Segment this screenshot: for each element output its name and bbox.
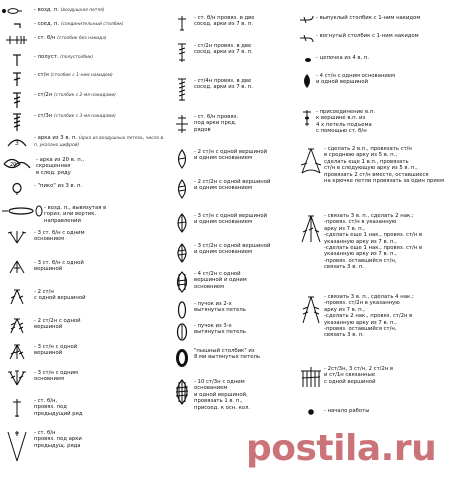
legend-entry bbox=[0, 112, 170, 132]
crossed-arch-symbol bbox=[0, 156, 36, 172]
legend-entry bbox=[170, 77, 298, 103]
sc-two-arches-symbol bbox=[170, 14, 194, 32]
sc-below-symbol bbox=[0, 397, 34, 419]
dc3-cluster-symbol bbox=[170, 212, 194, 234]
legend-text: - ст. б/н провяз. в две сосед. арки из 7 в. п. bbox=[194, 15, 255, 28]
legend-entry bbox=[170, 347, 298, 369]
legend-entry bbox=[0, 317, 170, 335]
dc3-one-base-symbol bbox=[0, 369, 34, 387]
puff-2-symbol bbox=[170, 300, 194, 320]
legend-entry bbox=[298, 365, 460, 389]
legend-entry bbox=[298, 14, 460, 26]
shell-10-symbol bbox=[170, 378, 194, 406]
legend-entry bbox=[0, 156, 170, 176]
dc3tog-arches-symbol bbox=[298, 212, 324, 244]
legend-entry bbox=[298, 54, 460, 66]
dc3-one-top-symbol bbox=[0, 343, 34, 361]
puff-3-symbol bbox=[170, 322, 194, 342]
legend-text: - пучок из 3-х вытянутых петель bbox=[194, 323, 246, 336]
legend-text: - сделать 2 в.п., провязать ст/н в среднюю арку из 5 в. п., сделать еще 1 в.п., провязать ст/н в следующую арку из 5 в. п., провязать 2 ст/н вместе, оставшиеся на крючке петли провязать за один прием bbox=[324, 146, 445, 185]
legend-text: - 3 ст/н с одним основнием bbox=[34, 370, 78, 383]
legend-text: "пышный столбик" из 8 ми вытянутых петель bbox=[194, 348, 261, 361]
legend-entry bbox=[298, 108, 460, 135]
legend-text: - 2 ст/2н с одной вершиной и одним основанием bbox=[194, 179, 271, 192]
legend-text: - связать 3 в. п., сделать 4 нак.; -провяз. ст/2н в указанную арку из 7 в. п., -сделать 2 нак., провяз. ст/2н в указанную арку из 7 в. п., -провяз. оставшийся ст/н, связать 3 в. п. bbox=[324, 294, 414, 339]
dc2-cluster-symbol bbox=[170, 148, 194, 170]
legend-entry bbox=[0, 204, 170, 224]
tr2-cluster-symbol bbox=[170, 178, 194, 200]
legend-text: - соед. п. (соединительный столбик) bbox=[34, 21, 124, 27]
legend-entry bbox=[0, 288, 170, 306]
legend-entry bbox=[0, 259, 170, 275]
legend-text: - возд. п., вывязутая в гориз. или вертик. направлении bbox=[44, 205, 107, 224]
treble-crochet-symbol bbox=[0, 91, 34, 109]
legend-entry bbox=[0, 397, 170, 419]
start-point-symbol bbox=[298, 407, 324, 417]
legend-text: - 3 ст. б/н с одной вершиной bbox=[34, 260, 84, 273]
legend-entry bbox=[298, 293, 460, 339]
tr4-cluster-symbol bbox=[170, 270, 194, 294]
legend-entry bbox=[170, 178, 298, 200]
legend-text: - вогнутый столбик с 1-ним накидом bbox=[316, 33, 419, 39]
back-post-symbol bbox=[298, 32, 316, 44]
legend-text: - ст/2н (столбик с 2-мя накидами) bbox=[34, 92, 116, 98]
legend-entry bbox=[170, 300, 298, 320]
tr2-one-top-symbol bbox=[0, 317, 34, 335]
legend-entry bbox=[298, 145, 460, 184]
legend-entry bbox=[0, 91, 170, 109]
legend-text: - 4 ст/н с одним основанием и одной вершиной bbox=[316, 73, 396, 86]
legend-entry bbox=[0, 20, 170, 30]
legend-text: - цепочка из 4 в. п. bbox=[316, 55, 370, 61]
slip-stitch-symbol bbox=[0, 20, 34, 30]
legend-text: - выпуклый столбик с 1-ним накидом bbox=[316, 15, 421, 21]
sc-one-base-symbol bbox=[0, 229, 34, 245]
half-double-symbol bbox=[0, 53, 34, 67]
dc2tog-arches-symbol bbox=[298, 145, 324, 175]
legend-entry bbox=[170, 42, 298, 64]
legend-entry bbox=[170, 270, 298, 294]
tr2tog-arches-symbol bbox=[298, 293, 324, 325]
legend-entry bbox=[0, 369, 170, 387]
svg-text:20: 20 bbox=[10, 162, 17, 168]
triple-treble-symbol bbox=[0, 112, 34, 132]
legend-text: - ст/4н провяз. в две сосед. арки из 7 в. п. bbox=[194, 78, 253, 91]
legend-text: - пучок из 2-х вытянутых петель bbox=[194, 301, 246, 314]
legend-text: - 2 ст/н с одной вершиной и одним основанием bbox=[194, 149, 268, 162]
legend-text: - 3 ст/н с одной вершиной bbox=[34, 344, 78, 357]
legend-entry bbox=[0, 6, 170, 16]
legend-entry bbox=[298, 72, 460, 90]
legend-entry bbox=[170, 242, 298, 264]
legend-entry bbox=[0, 53, 170, 67]
tr-two-arches-symbol bbox=[170, 42, 194, 64]
legend-text: - 10 ст/3н с одним основанием и одной вершиной, провязать 1 в. п., присоед. к осн. кол. bbox=[194, 379, 251, 411]
legend-text: - 2 ст/н с одной вершиной bbox=[34, 289, 86, 302]
legend-text: - ст. б/н провяз. под арки предыдущ. ряда bbox=[34, 430, 82, 449]
legend-text: - ст. б/н (столбик без накида) bbox=[34, 35, 107, 41]
single-crochet-symbol bbox=[0, 34, 34, 46]
legend-entry bbox=[298, 32, 460, 44]
legend-entry bbox=[0, 429, 170, 463]
arch-symbol bbox=[0, 134, 34, 150]
legend-text: - арка из 20 в. п., скрещенная в след. ряду bbox=[36, 157, 85, 176]
legend-text: - возд. п. (воздушная петля) bbox=[34, 7, 105, 13]
legend-entry bbox=[0, 343, 170, 361]
legend-text: - 3 ст/н с одной вершиной и одним основанием bbox=[194, 213, 268, 226]
legend-entry bbox=[170, 212, 298, 234]
legend-text: - полуст. (полустолбик) bbox=[34, 54, 94, 60]
dtr4-two-arches-symbol bbox=[170, 77, 194, 103]
legend-entry bbox=[0, 134, 170, 150]
picot-symbol bbox=[0, 182, 34, 196]
legend-entry bbox=[298, 407, 460, 417]
legend-text: - ст/2н провяз. в две сосед. арки из 7 в. п. bbox=[194, 43, 253, 56]
legend-text: - присоединение в.п. к вершине в.п. из 4 х петель подъема с помощью ст. б/н bbox=[316, 109, 375, 135]
sc-one-top-symbol bbox=[0, 259, 34, 275]
legend-text: - ст/3н (столбик с 3-мя накидами) bbox=[34, 113, 116, 119]
double-crochet-symbol bbox=[0, 71, 34, 87]
join-chain-symbol bbox=[298, 108, 316, 128]
fan-cluster-symbol bbox=[298, 365, 324, 389]
puff-8-symbol bbox=[170, 347, 194, 369]
legend-text: - 4 ст/2н с одной вершиной и одним основнием bbox=[194, 271, 247, 290]
tr3-cluster-symbol bbox=[170, 242, 194, 264]
legend-text: - арка из 3 в. п. (арка из воздушных петель, число в. п. указано цифрой) bbox=[34, 135, 165, 149]
dc2-one-top-symbol bbox=[0, 288, 34, 306]
elongated-chain-symbol bbox=[0, 204, 44, 218]
legend-text: - начало работы bbox=[324, 408, 370, 414]
legend-text: - "пико" из 3 в. п. bbox=[34, 183, 83, 189]
legend-text: - связать 3 в. п., сделать 2 нак.; -провяз. ст/н в указанную арку из 7 в. п., -сделать еще 1 нак., провяз. ст/н в указанную арку из 7 в. п., -сделать еще 1 нак., провяз. ст/н в указанную арку из 7 в. п., -провяз. оставшийся ст/н, связать 3 в. п. bbox=[324, 213, 423, 271]
legend-entry bbox=[0, 182, 170, 196]
legend-text: - 3 ст/2н с одной вершиной и одним основанием bbox=[194, 243, 271, 256]
legend-entry bbox=[170, 322, 298, 342]
legend-entry bbox=[0, 34, 170, 46]
sc-under-rows-symbol bbox=[170, 113, 194, 135]
legend-text: - ст. б/н провяз. под арки пред. рядов bbox=[194, 114, 239, 133]
legend-text: - ст/н (столбик с 1-ним накидом) bbox=[34, 72, 113, 78]
legend-text: - 3 ст. б/н с одним основнием bbox=[34, 230, 85, 243]
legend-entry bbox=[298, 212, 460, 271]
chain-4-symbol bbox=[298, 54, 316, 66]
legend-entry bbox=[0, 229, 170, 245]
chain-stitch-symbol bbox=[0, 6, 34, 16]
svg-text:3: 3 bbox=[15, 140, 19, 147]
dc4-cluster-symbol bbox=[298, 72, 316, 90]
front-post-symbol bbox=[298, 14, 316, 26]
legend-text: - ст. б/н, провяз. под предыдущий ряд bbox=[34, 398, 83, 417]
legend-entry bbox=[170, 148, 298, 170]
legend-entry bbox=[170, 14, 298, 32]
legend-entry bbox=[170, 378, 298, 411]
sc-under-arches-symbol bbox=[0, 429, 34, 463]
watermark: postila.ru bbox=[246, 428, 437, 469]
legend-entry bbox=[170, 113, 298, 135]
legend-text: - 2 ст/2н с одной вершиной bbox=[34, 318, 81, 331]
legend-entry bbox=[0, 71, 170, 87]
legend-text: - 2ст/3н, 3 ст/н, 2 ст/2н в и ст/1н связанные с одной вершиной bbox=[324, 366, 394, 385]
